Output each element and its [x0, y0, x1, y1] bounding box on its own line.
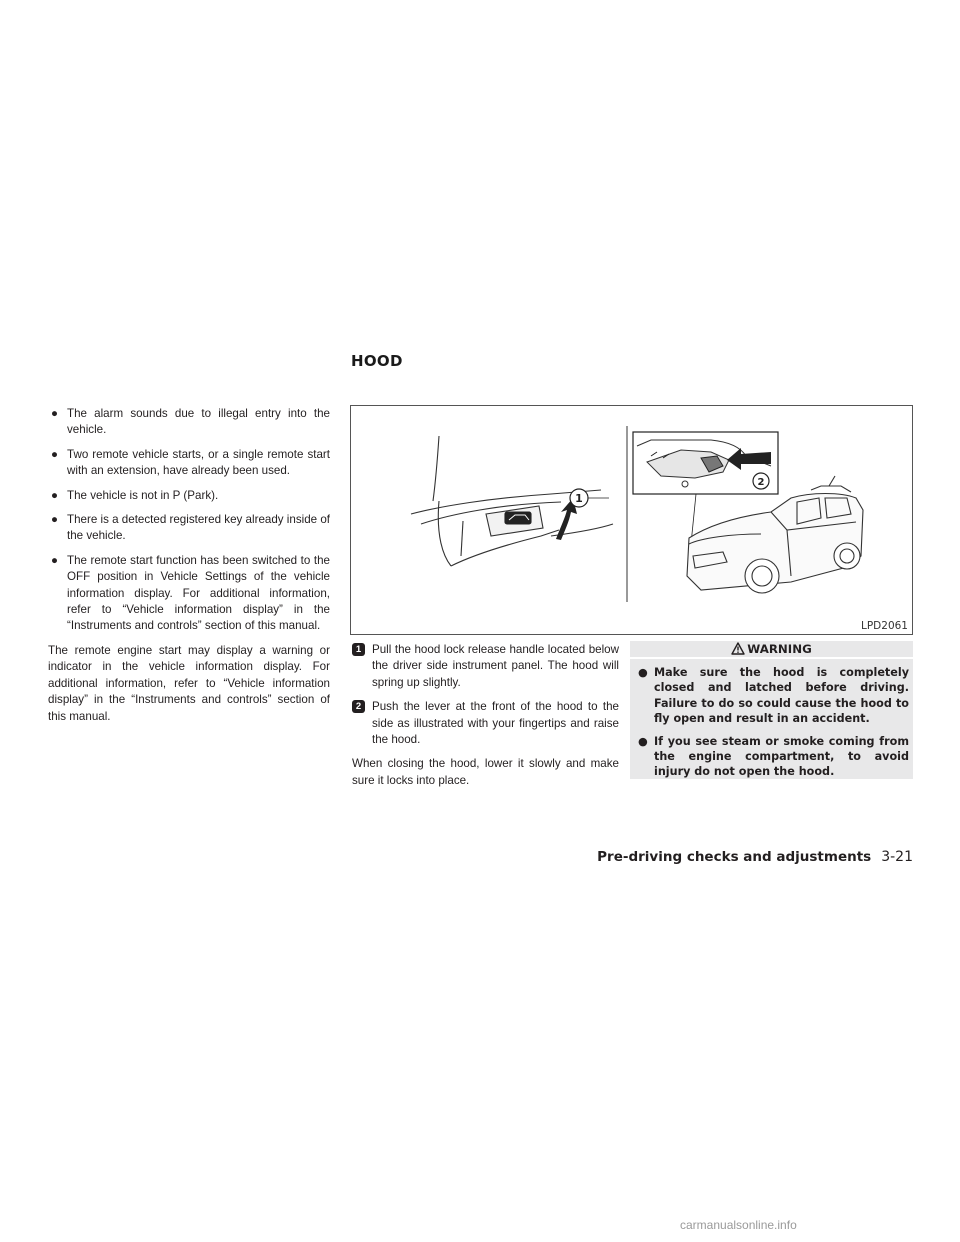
list-item: ● Make sure the hood is completely closed and latched before driving. Failure to do so could cause the hood to fly open and result in an accident. [638, 666, 909, 726]
bullet-icon: ● [51, 447, 59, 461]
bullet-icon: ● [51, 488, 59, 502]
svg-text:2: 2 [757, 477, 765, 488]
step-2: 2 Push the lever at the front of the hood to the side as illustrated with your fingertips and raise the hood. [352, 699, 619, 748]
bullet-icon: ● [638, 734, 648, 748]
page-footer [553, 849, 913, 865]
footer-section-name: Pre-driving checks and adjustments [597, 849, 872, 865]
conditions-list [48, 406, 330, 635]
page-number: 3-21 [881, 849, 913, 865]
warning-triangle-icon [731, 642, 745, 659]
step-number-badge: 2 [352, 700, 365, 713]
watermark[interactable]: carmanualsonline.info [680, 1218, 797, 1232]
list-item: ● There is a detected registered key already inside of the vehicle. [51, 513, 330, 543]
left-column [48, 406, 330, 725]
bullet-icon: ● [51, 513, 59, 527]
svg-text:1: 1 [575, 492, 583, 505]
middle-column [352, 642, 619, 789]
bullet-icon: ● [51, 407, 59, 420]
list-item: ● The vehicle is not in P (Park). [48, 488, 330, 504]
callout-1 [570, 489, 609, 507]
list-item: ● The remote start function has been switched to the OFF position in Vehicle Settings of the vehicle information display. For additional information, refer to “Vehicle information display” in the “Instruments and controls” section of this manual. [51, 553, 330, 633]
warning-header [630, 641, 913, 659]
remote-start-paragraph: The remote engine start may display a warning or indicator in the vehicle information display. For additional information, refer to “Vehicle information display” in the “Instruments and controls” section of this manual. [48, 643, 330, 723]
hood-release-illustration [350, 405, 913, 635]
section-title: HOOD [351, 352, 403, 370]
step-1: 1 Pull the hood lock release handle located below the driver side instrument panel. The hood will spring up slightly. [352, 642, 619, 691]
closing-paragraph: When closing the hood, lower it slowly and make sure it locks into place. [352, 757, 619, 787]
warning-list [630, 665, 913, 780]
list-item: ● The alarm sounds due to illegal entry into the vehicle. [51, 407, 330, 437]
warning-box [630, 641, 913, 779]
bullet-icon: ● [638, 666, 648, 679]
step-number-badge: 1 [352, 643, 365, 656]
list-item: ● Two remote vehicle starts, or a single remote start with an extension, have already been used. [51, 447, 330, 478]
figure-code: LPD2061 [861, 620, 908, 632]
list-item: ● If you see steam or smoke coming from the engine compartment, to avoid injury do not open the hood. [638, 734, 909, 779]
bullet-icon: ● [51, 553, 59, 567]
warning-title: WARNING [747, 642, 812, 656]
hood-illustration-svg [351, 406, 912, 634]
